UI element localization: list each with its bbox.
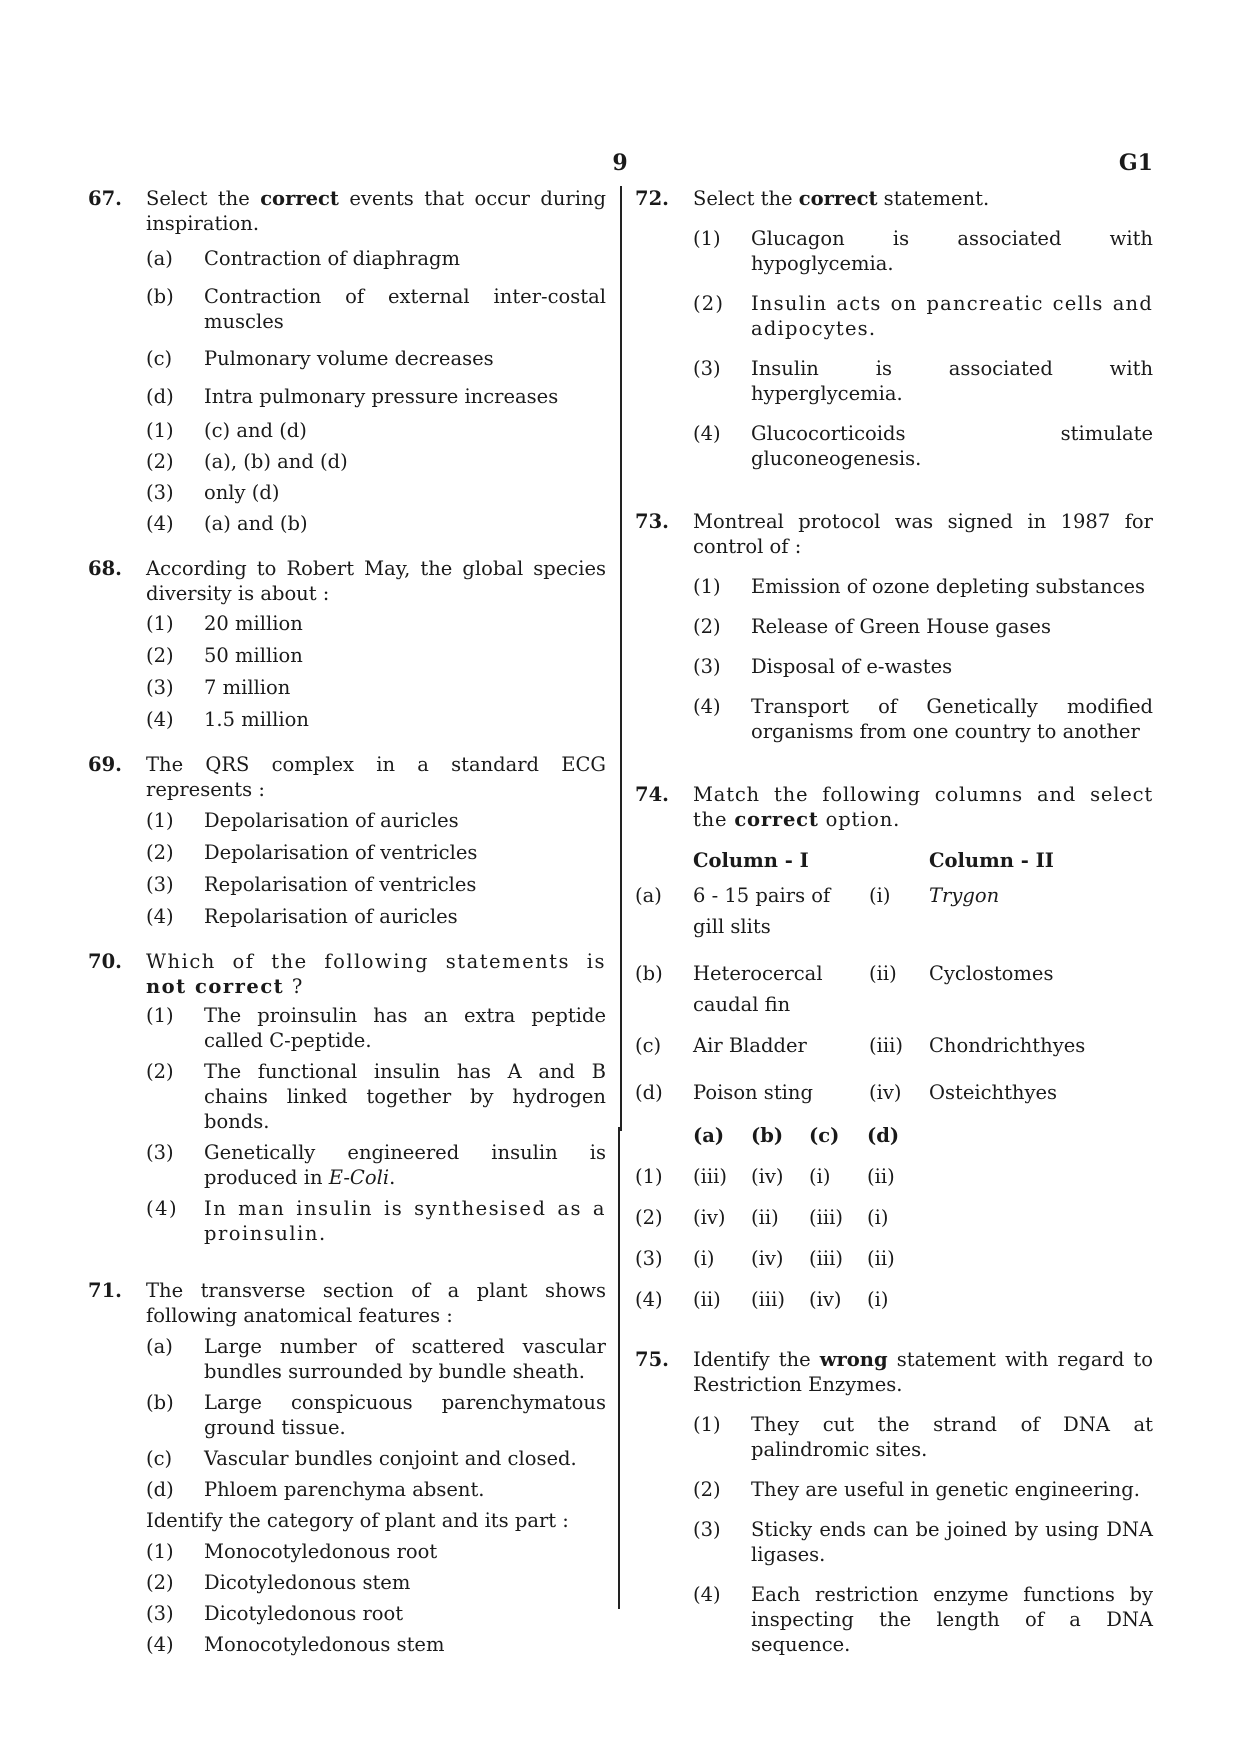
question-number: 70. [88,950,122,973]
question-68 [88,556,606,732]
answer-option[interactable]: (3) Repolarisation of ventricles [146,873,477,896]
answer-option[interactable]: (3) Sticky ends can be joined by using DNA ligases. [693,1518,1153,1566]
event-item: (d) Intra pulmonary pressure increases [146,385,559,408]
question-number: 71. [88,1279,122,1302]
question-number: 69. [88,753,122,776]
answer-option[interactable]: (2) (a), (b) and (d) [146,450,348,473]
column-divider [618,1127,620,1609]
answer-option[interactable]: (2) The functional insulin has A and B chains linked together by hydrogen bonds. [146,1060,606,1133]
answer-option[interactable]: (4) Monocotyledonous stem [146,1633,445,1656]
answer-option[interactable]: (3) Insulin is associated with hyperglycemia. [693,357,1153,405]
match-row: (b) Heterocercal caudal fin (ii) Cyclostomes [635,962,1054,1016]
answer-option[interactable]: (4) Each restriction enzyme functions by inspecting the length of a DNA sequence. [693,1583,1153,1656]
answer-option[interactable]: (1) Emission of ozone depleting substances [693,575,1146,598]
match-row: (c) Air Bladder (iii) Chondrichthyes [635,1034,1086,1057]
answer-option[interactable]: (3) 7 million [146,676,291,699]
question-number: 73. [635,510,669,533]
answer-option[interactable]: (4) (a) and (b) [146,512,308,535]
answer-option[interactable]: (2) They are useful in genetic engineering. [693,1478,1140,1501]
match-row: (a) 6 - 15 pairs of gill slits (i) Trygon [635,884,1000,938]
column-divider [620,186,622,1131]
question-stem: Select the correct statement. [693,187,990,210]
answer-option[interactable]: (3) (i) (iv) (iii) (ii) [635,1247,895,1270]
answer-option[interactable]: (2) 50 million [146,644,303,667]
question-number: 68. [88,557,122,580]
question-number: 74. [635,783,669,806]
answer-option[interactable]: (3) Disposal of e-wastes [693,655,953,678]
event-item: (a) Contraction of diaphragm [146,247,460,270]
answer-option[interactable]: (3) only (d) [146,481,280,504]
match-row: (d) Poison sting (iv) Osteichthyes [635,1081,1058,1104]
question-stem: Identify the wrong statement with regard to Restriction Enzymes. [693,1348,1153,1396]
feature-item: (c) Vascular bundles conjoint and closed. [146,1447,577,1470]
question-stem: Which of the following statements is not correct ? [146,950,606,998]
question-74 [635,782,1153,1317]
answer-option[interactable]: (1) Glucagon is associated with hypoglycemia. [693,227,1153,275]
answer-option[interactable]: (2) Dicotyledonous stem [146,1571,411,1594]
question-stem: The transverse section of a plant shows following anatomical features : [146,1279,606,1327]
answer-option[interactable]: (4) In man insulin is synthesised as a proinsulin. [146,1197,606,1245]
event-item: (b) Contraction of external inter-costal muscles [146,285,606,333]
question-69 [88,752,606,929]
answer-option[interactable]: (3) Dicotyledonous root [146,1602,404,1625]
answer-option[interactable]: (3) Genetically engineered insulin is produced in E-Coli. [146,1141,606,1189]
answer-option[interactable]: (1) 20 million [146,612,303,635]
match-table [635,848,1153,1317]
answer-option[interactable]: (2) Release of Green House gases [693,615,1051,638]
question-75 [635,1347,1153,1657]
column-ii-heading: Column - II [929,849,1054,872]
left-column [88,186,606,1657]
question-number: 72. [635,187,669,210]
question-number: 75. [635,1348,669,1371]
question-73 [635,509,1153,744]
answer-option[interactable]: (1) They cut the strand of DNA at palindromic sites. [693,1413,1153,1461]
feature-item: (a) Large number of scattered vascular bundles surrounded by bundle sheath. [146,1335,606,1383]
question-stem: Match the following columns and select the correct option. [693,783,1153,831]
feature-item: (d) Phloem parenchyma absent. [146,1478,485,1501]
column-i-heading: Column - I [693,849,809,872]
answer-option[interactable]: (4) Glucocorticoids stimulate gluconeogenesis. [693,422,1153,470]
answer-option[interactable]: (2) Insulin acts on pancreatic cells and adipocytes. [693,292,1153,340]
answer-option[interactable]: (4) Repolarisation of auricles [146,905,458,928]
question-number: 67. [88,187,122,210]
answer-header-row: (a) (b) (c) (d) [693,1124,900,1147]
page-number: 9 [612,150,628,176]
feature-item: (b) Large conspicuous parenchymatous ground tissue. [146,1391,606,1439]
answer-option[interactable]: (4) 1.5 million [146,708,309,731]
question-72 [635,186,1153,471]
answer-option[interactable]: (4) Transport of Genetically modified organisms from one country to another [693,695,1153,743]
answer-option[interactable]: (1) Monocotyledonous root [146,1540,438,1563]
question-stem: The QRS complex in a standard ECG represents : [146,753,606,801]
answer-option[interactable]: (1) The proinsulin has an extra peptide called C-peptide. [146,1004,606,1052]
question-stem: Select the correct events that occur during inspiration. [146,187,606,235]
question-67 [88,186,606,536]
answer-option[interactable]: (1) (iii) (iv) (i) (ii) [635,1165,895,1188]
question-instruction: Identify the category of plant and its part : [146,1509,569,1532]
question-stem: According to Robert May, the global species diversity is about : [146,557,606,605]
answer-option[interactable]: (2) (iv) (ii) (iii) (i) [635,1206,889,1229]
question-70 [88,949,606,1246]
answer-option[interactable]: (1) Depolarisation of auricles [146,809,459,832]
answer-option[interactable]: (4) (ii) (iii) (iv) (i) [635,1288,889,1311]
event-item: (c) Pulmonary volume decreases [146,347,494,370]
question-71 [88,1278,606,1657]
booklet-code: G1 [1118,150,1153,176]
question-stem: Montreal protocol was signed in 1987 for control of : [693,510,1153,558]
answer-option[interactable]: (2) Depolarisation of ventricles [146,841,478,864]
right-column [635,186,1153,1657]
answer-option[interactable]: (1) (c) and (d) [146,419,307,442]
